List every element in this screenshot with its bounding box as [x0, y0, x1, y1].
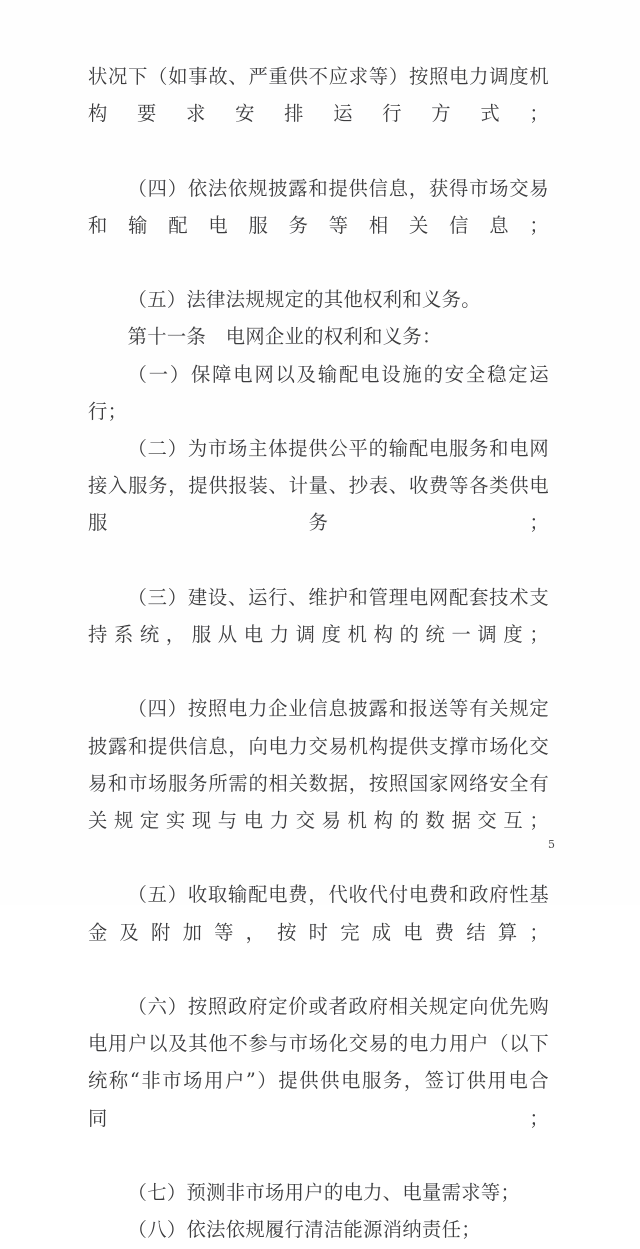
paragraph-item-1-safe-operation: （一）保障电网以及输配电设施的安全稳定运行；: [88, 362, 549, 423]
paragraph-item-4-disclosure: （四）依法依规披露和提供信息，获得市场交易和输配电服务等相关信息；: [88, 176, 549, 237]
paragraph-item-6-non-market-users: （六）按照政府定价或者政府相关规定向优先购电用户以及其他不参与市场化交易的电力用户（以下统称“非市场用户”）提供供电服务，签订供用电合同；: [88, 995, 549, 1130]
paragraph-continuation-status: 状况下（如事故、严重供不应求等）按照电力调度机构要求安排运行方式；: [88, 65, 549, 126]
page-number: 5: [548, 838, 555, 851]
paragraph-item-2-fair-service: （二）为市场主体提供公平的输配电服务和电网接入服务，提供报装、计量、抄表、收费等各类供电服务；: [88, 437, 549, 535]
paragraph-item-5-fee-collection: （五）收取输配电费，代收代付电费和政府性基金及附加等，按时完成电费结算；: [88, 883, 549, 944]
paragraph-article-11-heading: 第十一条 电网企业的权利和义务：: [127, 325, 442, 349]
paragraph-item-4-data-exchange: （四）按照电力企业信息披露和报送等有关规定披露和提供信息，向电力交易机构提供支撑市场化交易和市场服务所需的相关数据，按照国家网络安全有关规定实现与电力交易机构的数据交互；: [88, 697, 549, 833]
paragraph-item-3-support-system: （三）建设、运行、维护和管理电网配套技术支持系统，服从电力调度机构的统一调度；: [88, 585, 549, 647]
paragraph-item-5-other-rights: （五）法律法规规定的其他权利和义务。: [127, 288, 481, 312]
paragraph-item-7-forecast: （七）预测非市场用户的电力、电量需求等；: [127, 1181, 521, 1205]
paragraph-item-8-clean-energy: （八）依法依规履行清洁能源消纳责任；: [127, 1218, 481, 1242]
document-body-text: [88, 58, 549, 1249]
